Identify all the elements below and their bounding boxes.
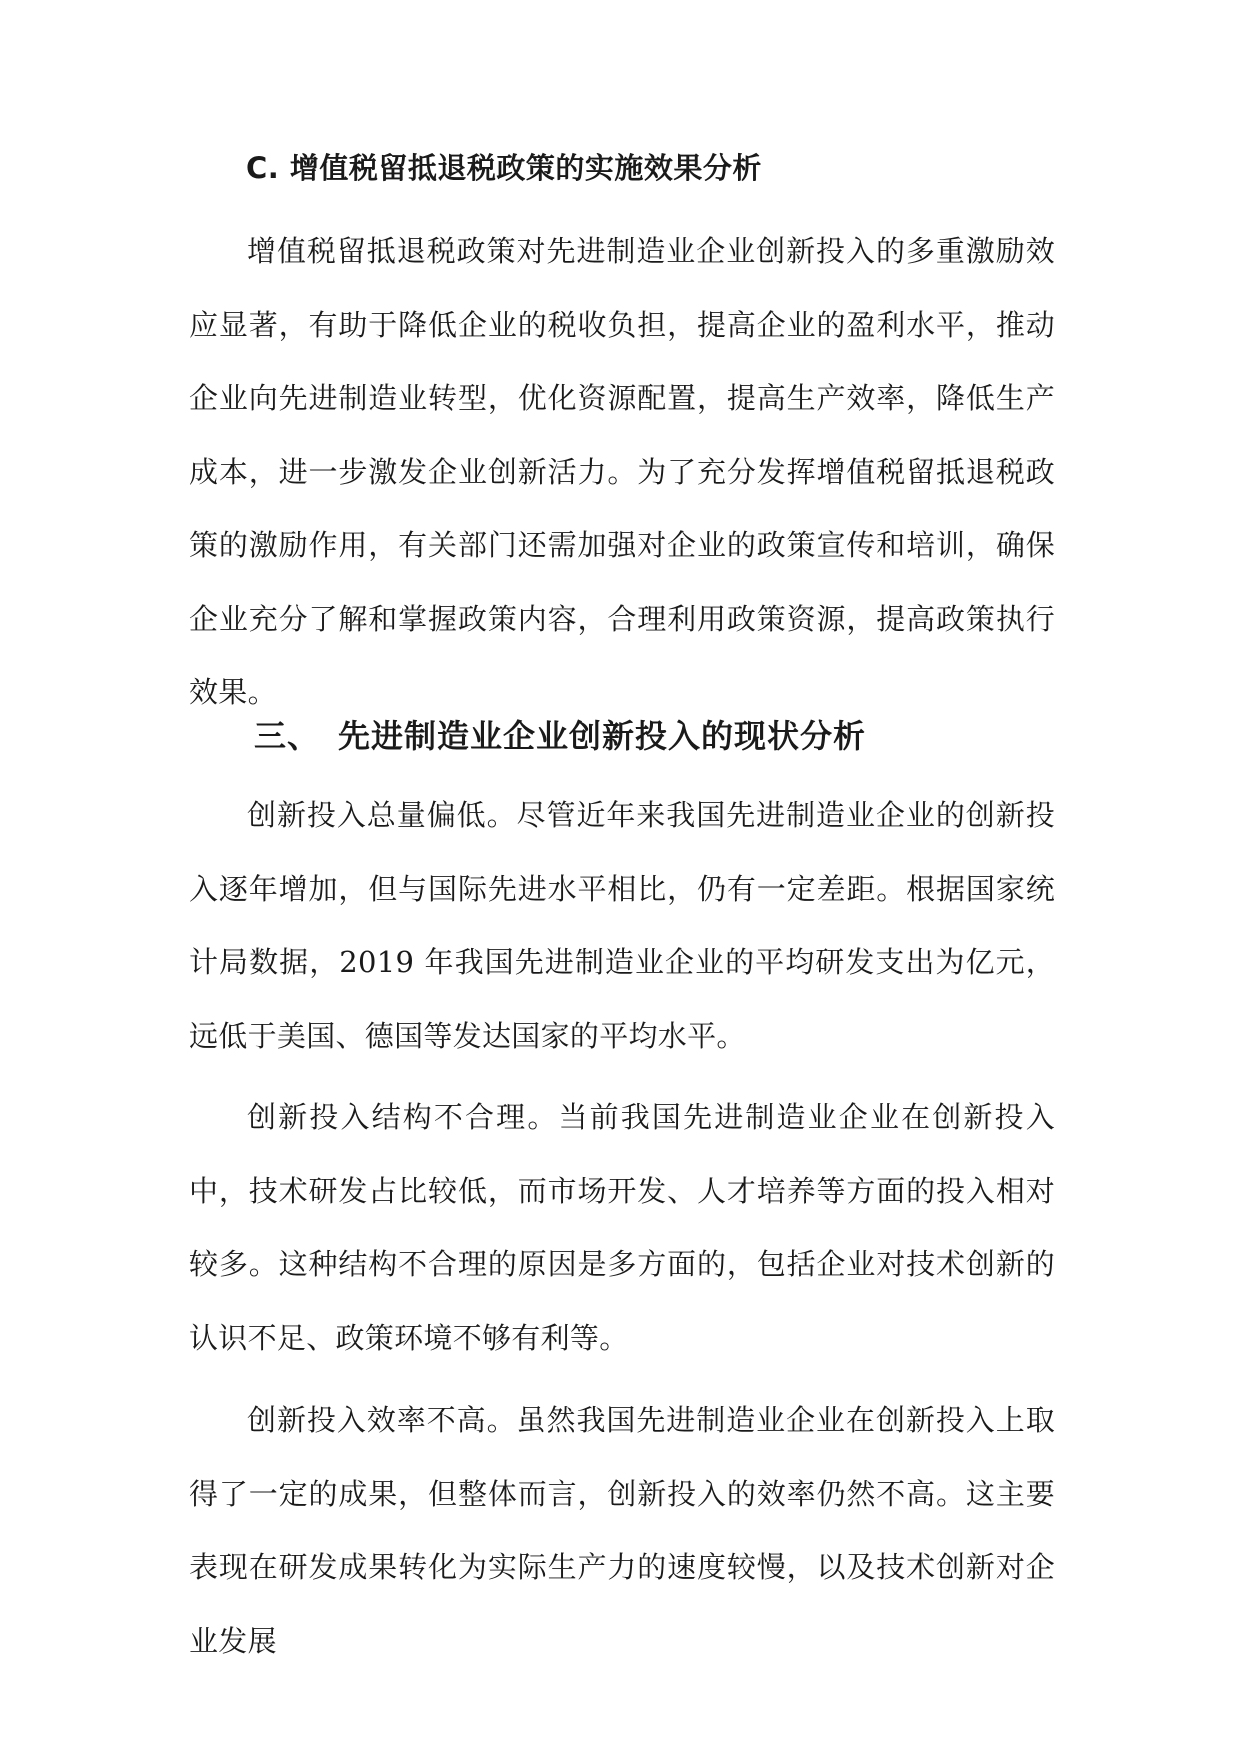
- section-3-title: 先进制造业企业创新投入的现状分析: [338, 717, 867, 755]
- section-3-heading: [254, 714, 866, 758]
- section-3-paragraph-2: 创新投入结构不合理。当前我国先进制造业企业在创新投入中，技术研发占比较低，而市场开发、人才培养等方面的投入相对较多。这种结构不合理的原因是多方面的，包括企业对技术创新的认识不足、政策环境不够有利等。: [189, 1100, 1055, 1355]
- section-3-paragraph-1: 创新投入总量偏低。尽管近年来我国先进制造业企业的创新投入逐年增加，但与国际先进水平相比，仍有一定差距。根据国家统计局数据，2019 年我国先进制造业企业的平均研发支出为亿元，远低于美国、德国等发达国家的平均水平。: [189, 798, 1055, 1053]
- section-3-paragraph-3: 创新投入效率不高。虽然我国先进制造业企业在创新投入上取得了一定的成果，但整体而言，创新投入的效率仍然不高。这主要表现在研发成果转化为实际生产力的速度较慢，以及技术创新对企业发展: [189, 1403, 1055, 1658]
- section-c-heading: C. 增值税留抵退税政策的实施效果分析: [246, 151, 762, 185]
- section-3-number: 三、: [254, 717, 321, 755]
- section-c-paragraph: 增值税留抵退税政策对先进制造业企业创新投入的多重激励效应显著，有助于降低企业的税收负担，提高企业的盈利水平，推动企业向先进制造业转型，优化资源配置，提高生产效率，降低生产成本，进一步激发企业创新活力。为了充分发挥增值税留抵退税政策的激励作用，有关部门还需加强对企业的政策宣传和培训，确保企业充分了解和掌握政策内容，合理利用政策资源，提高政策执行效果。: [189, 234, 1055, 709]
